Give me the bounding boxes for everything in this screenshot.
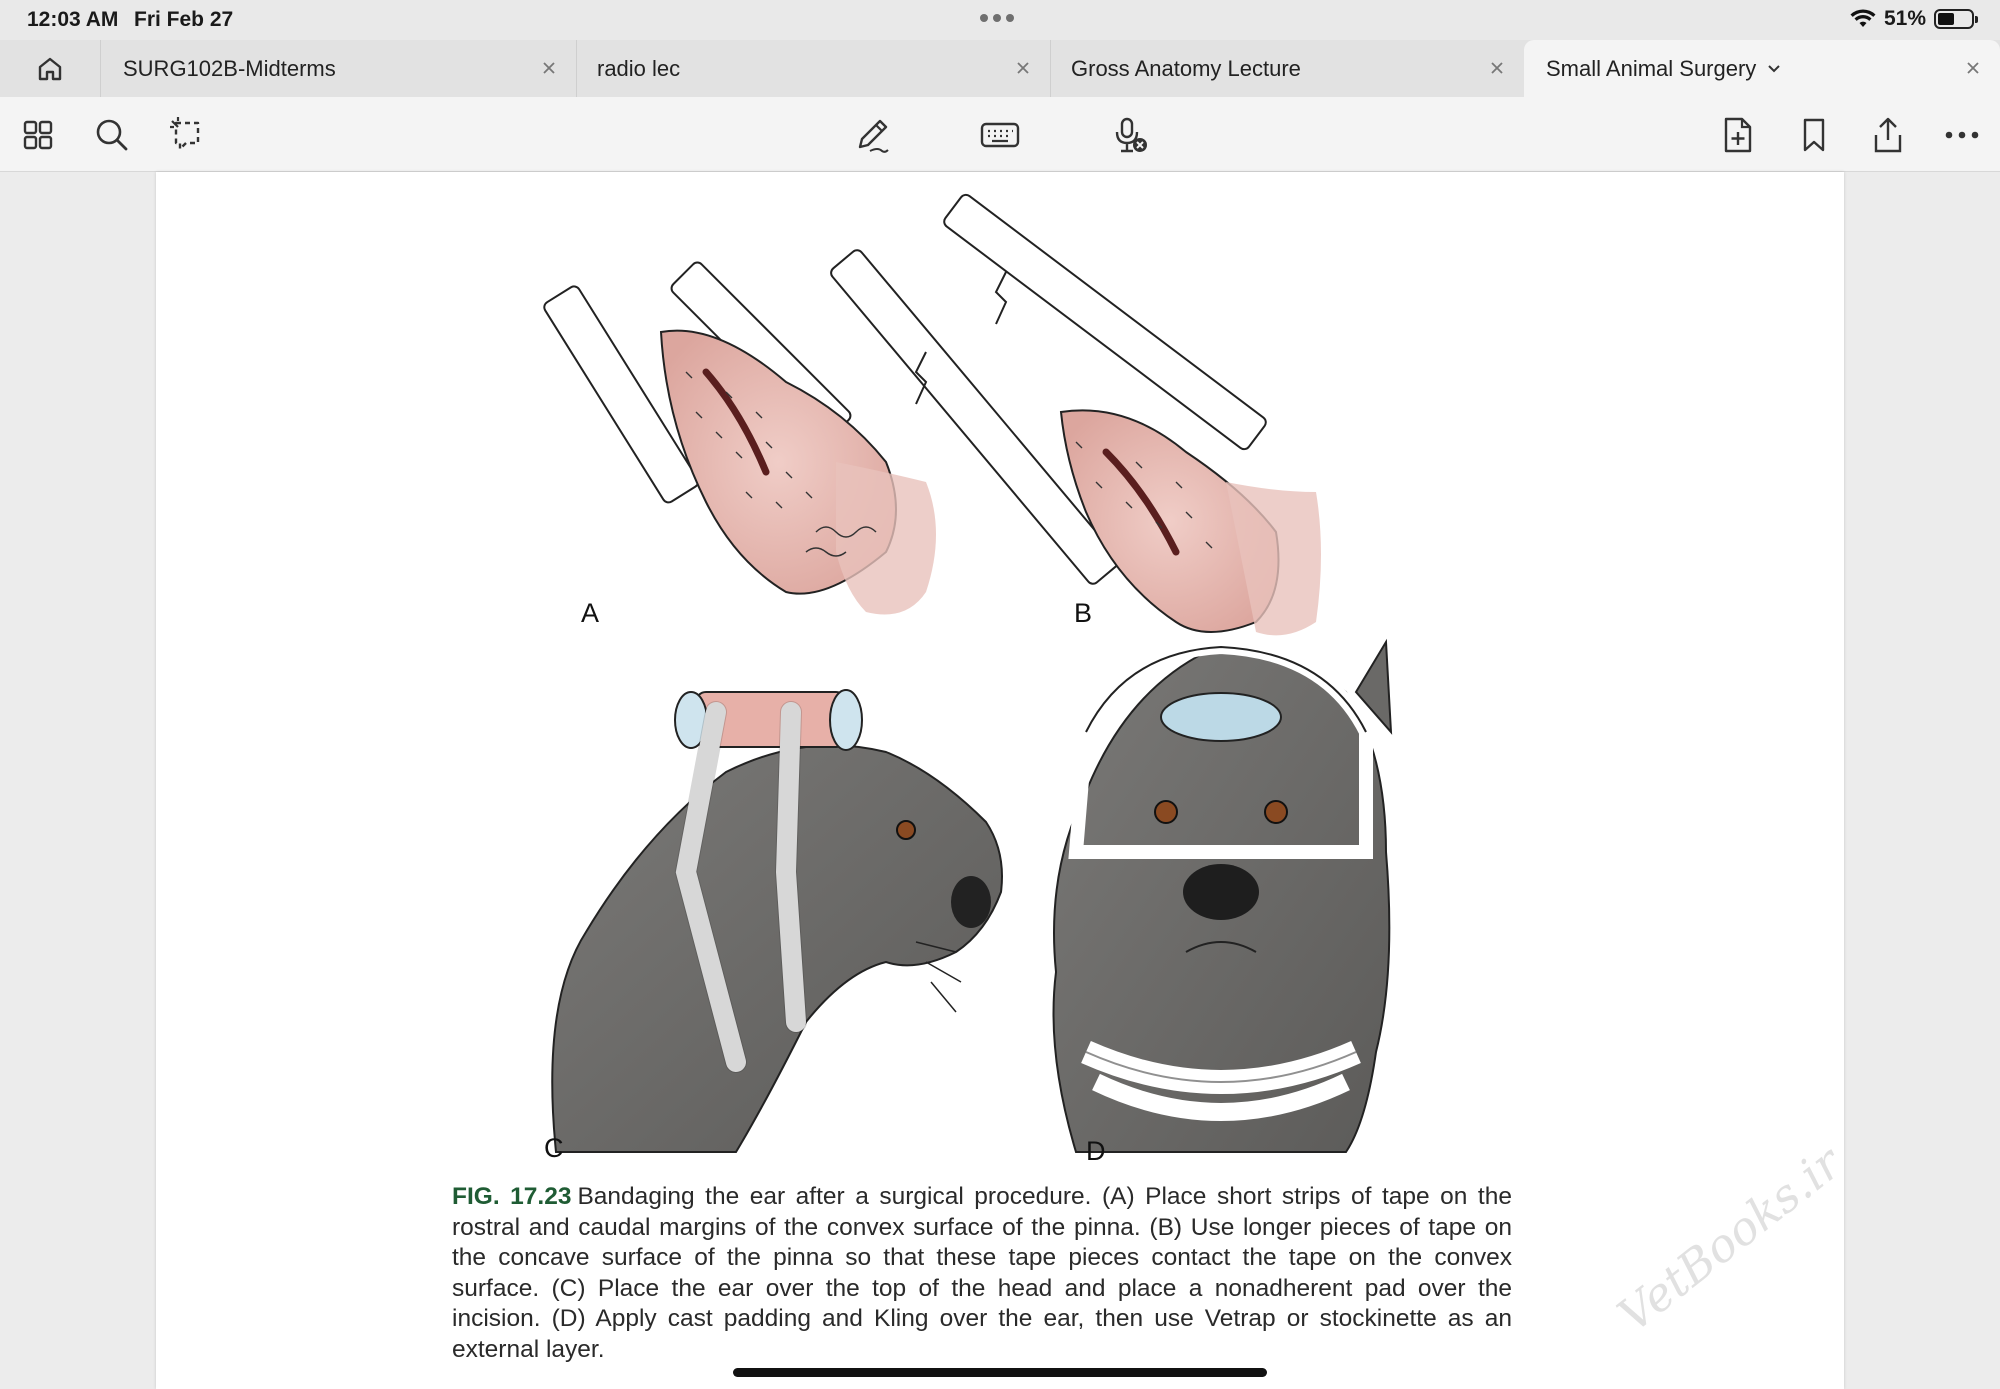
panel-label-d: D <box>1086 1136 1106 1166</box>
close-icon[interactable] <box>538 57 560 79</box>
more-icon <box>1944 130 1980 140</box>
search-button[interactable] <box>90 113 134 157</box>
tab-label: Gross Anatomy Lecture <box>1071 55 1301 81</box>
tab-label: SURG102B-Midterms <box>123 55 336 81</box>
keyboard-button[interactable] <box>978 113 1022 157</box>
tab-small-animal-surgery[interactable] <box>1524 40 2000 97</box>
status-date: Fri Feb 27 <box>134 8 234 31</box>
status-bar <box>0 0 2000 40</box>
pen-button[interactable] <box>850 113 894 157</box>
figure-caption <box>452 1182 1512 1365</box>
close-icon[interactable] <box>1012 57 1034 79</box>
battery-icon <box>1934 9 1974 29</box>
tab-surg102b-midterms[interactable] <box>100 40 576 97</box>
tab-label: radio lec <box>597 55 681 81</box>
chevron-down-icon[interactable] <box>1766 63 1782 75</box>
toolbar <box>0 97 2000 172</box>
panel-label-a: A <box>581 598 600 628</box>
more-button[interactable] <box>1940 113 1984 157</box>
tab-radio-lec[interactable] <box>576 40 1050 97</box>
lasso-select-button[interactable] <box>164 113 208 157</box>
wifi-icon <box>1850 9 1876 29</box>
tab-label: Small Animal Surgery <box>1546 55 1757 81</box>
home-button[interactable] <box>0 40 100 97</box>
panel-label-c: C <box>544 1133 564 1163</box>
close-icon[interactable] <box>1962 57 1984 79</box>
status-time: 12:03 AM <box>27 8 119 31</box>
pdf-page <box>156 172 1852 1389</box>
battery-percent: 51% <box>1883 7 1926 30</box>
status-indicators <box>1850 7 1974 31</box>
microphone-icon <box>1110 115 1150 155</box>
home-indicator[interactable] <box>733 1368 1267 1377</box>
bookmark-icon <box>1799 116 1829 154</box>
panel-c-drawing <box>552 690 1002 1152</box>
pen-icon <box>852 115 892 155</box>
lasso-select-icon <box>166 115 206 155</box>
share-icon <box>1870 115 1906 155</box>
share-button[interactable] <box>1866 113 1910 157</box>
search-icon <box>94 117 130 153</box>
panel-d-drawing <box>1054 642 1392 1152</box>
panel-label-b: B <box>1074 598 1093 628</box>
tab-bar <box>0 40 2000 97</box>
bookmark-button[interactable] <box>1792 113 1836 157</box>
multitasking-dots[interactable] <box>980 14 1014 22</box>
watermark: VetBooks.ir <box>1607 1135 1852 1343</box>
microphone-button[interactable] <box>1108 113 1152 157</box>
figure-caption-text: Bandaging the ear after a surgical procedure. (A) Place short strips of tape on the rostral and caudal margins of the convex surface of the pinna. (B) Use longer pieces of tape on the concave surface of the pinna so that these tape pieces contact the tape on the convex surface. (C) Place the ear over the top of the head and place a nonadherent pad over the incision. (D) Apply cast padding and Kling over the ear, then use Vetrap or stockinette as an external layer. <box>452 1183 1512 1363</box>
figure-number: FIG. 17.23 <box>452 1183 572 1210</box>
tab-gross-anatomy-lecture[interactable] <box>1050 40 1524 97</box>
add-page-button[interactable] <box>1716 113 1760 157</box>
document-viewer[interactable] <box>0 172 2000 1389</box>
keyboard-icon <box>980 120 1020 150</box>
thumbnails-icon <box>21 118 55 152</box>
home-icon <box>36 55 64 83</box>
add-page-icon <box>1720 115 1756 155</box>
thumbnails-button[interactable] <box>16 113 60 157</box>
close-icon[interactable] <box>1486 57 1508 79</box>
ear-bandage-illustration <box>486 172 1646 1172</box>
